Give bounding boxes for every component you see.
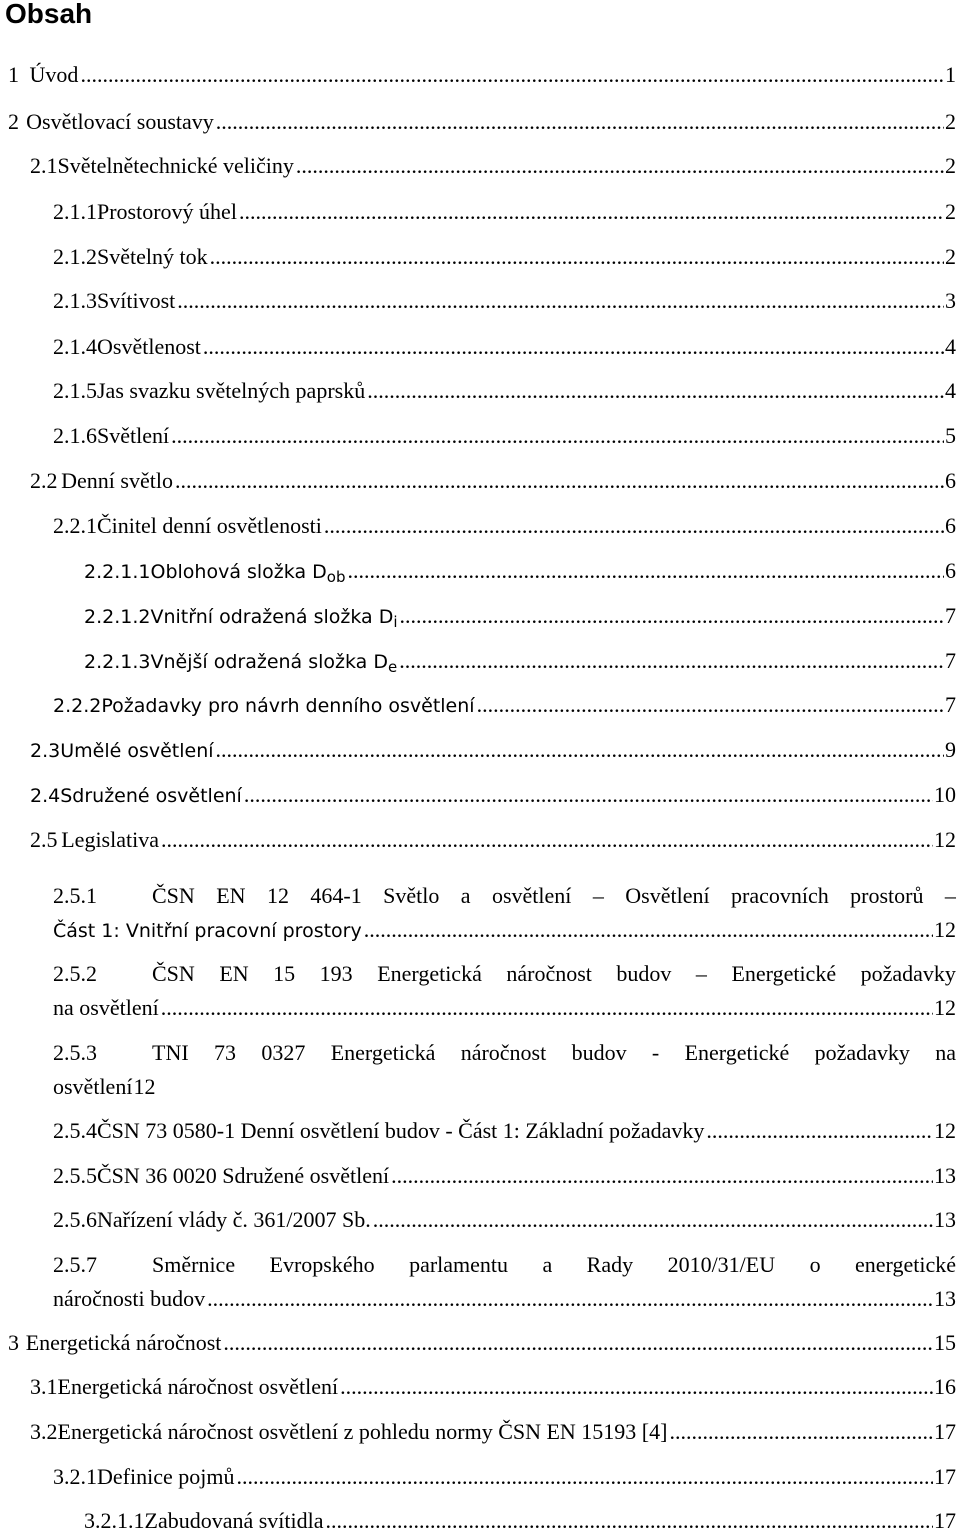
title-word: osvětlení — [491, 883, 572, 908]
toc-entry-page: 16 — [934, 1374, 956, 1399]
toc-entry-number: 2.5 — [30, 827, 58, 852]
toc-entry-number: 2.4 — [30, 785, 61, 807]
toc-entry-title-line2: Část 1: Vnitřní pracovní prostory — [53, 920, 362, 942]
toc-entry-2-2-1-1[interactable] — [84, 555, 956, 587]
dot-leader — [399, 645, 944, 677]
dot-leader — [161, 992, 933, 1024]
toc-entry-title: Zabudovaná svítidla — [144, 1508, 324, 1533]
toc-entry-page: 2 — [945, 199, 956, 224]
dot-leader — [175, 465, 944, 497]
title-word: – — [592, 883, 604, 908]
dot-leader — [244, 779, 933, 811]
toc-entry-title-line2: osvětlení — [53, 1074, 133, 1099]
title-word: EN — [216, 883, 246, 908]
toc-entry-number: 3.2.1.1 — [84, 1508, 145, 1533]
toc-entry-2-1-6[interactable] — [53, 420, 956, 452]
title-word: Osvětlení — [625, 883, 710, 908]
dot-leader — [706, 1115, 933, 1147]
toc-entry-title-text: Vnější odražená složka D — [150, 651, 388, 673]
toc-entry-2-1-4[interactable] — [53, 331, 956, 363]
dot-leader — [373, 1204, 933, 1236]
title-word: 12 — [266, 883, 289, 908]
toc-entry-number: 2.5.5 — [53, 1163, 97, 1188]
toc-entry-number: 2 — [8, 109, 19, 134]
toc-entry-title: Osvětlovací soustavy — [26, 109, 214, 134]
toc-entry-page: 7 — [945, 603, 956, 628]
toc-entry-number: 2.5.4 — [53, 1118, 97, 1143]
toc-entry-2-5-3[interactable] — [53, 1037, 956, 1103]
dot-leader — [161, 824, 933, 856]
title-word: pracovních — [731, 883, 829, 908]
toc-entry-page: 17 — [934, 1508, 956, 1533]
title-word: 0327 — [261, 1040, 306, 1065]
title-word: - — [651, 1040, 660, 1065]
toc-entry-number: 2.2 — [30, 468, 58, 493]
toc-entry-title: ČSN 73 0580-1 Denní osvětlení budov - Část 1: Základní požadavky — [97, 1118, 705, 1143]
toc-entry-2-2-1[interactable] — [53, 510, 956, 542]
toc-entry-title: Denní světlo — [61, 468, 173, 493]
toc-entry-number: 2.2.2 — [53, 695, 102, 717]
toc-entry-number: 2.2.1.2 — [84, 606, 151, 628]
toc-entry-3-2[interactable] — [30, 1416, 956, 1448]
dot-leader — [216, 106, 944, 138]
toc-entry-title: Světelný tok — [97, 244, 208, 269]
toc-entry-subscript: ob — [326, 568, 346, 586]
toc-entry-page: 15 — [934, 1330, 956, 1355]
toc-entry-title: Svítivost — [97, 288, 176, 313]
dot-leader — [347, 555, 944, 587]
toc-entry-title: Legislativa — [61, 827, 159, 852]
title-word: a — [542, 1252, 553, 1277]
toc-entry-page: 7 — [945, 692, 956, 717]
toc-entry-number: 2.5.6 — [53, 1207, 97, 1232]
toc-entry-title: Činitel denní osvětlenosti — [97, 513, 322, 538]
dot-leader — [177, 285, 944, 317]
dot-leader — [296, 150, 944, 182]
toc-entry-title: Nařízení vlády č. 361/2007 Sb. — [97, 1207, 371, 1232]
dot-leader — [203, 331, 944, 363]
toc-entry-number: 1 — [8, 62, 19, 87]
toc-entry-subscript: i — [393, 613, 398, 631]
title-word: EN — [219, 961, 249, 986]
title-word: energetické — [855, 1252, 956, 1277]
toc-entry-page: 12 — [934, 827, 956, 852]
title-word: požadavky — [860, 961, 956, 986]
toc-entry-2-2-1-3[interactable] — [84, 645, 956, 677]
toc-entry-page: 13 — [934, 1163, 956, 1188]
toc-entry-2-2-1-2[interactable] — [84, 600, 956, 632]
dot-leader — [669, 1416, 933, 1448]
title-word: Směrnice — [152, 1252, 236, 1277]
toc-entry-title: Světelnětechnické veličiny — [57, 153, 294, 178]
toc-entry-2-1-5[interactable] — [53, 375, 956, 407]
toc-entry-2-1-2[interactable] — [53, 241, 956, 273]
toc-entry-title-text: Vnitřní odražená složka D — [150, 606, 394, 628]
toc-entry-number: 2.5.3 — [53, 1040, 97, 1065]
title-word: požadavky — [814, 1040, 910, 1065]
title-word: 193 — [319, 961, 353, 986]
toc-entry-number: 2.3 — [30, 740, 61, 762]
toc-entry-3[interactable] — [8, 1327, 956, 1359]
title-word: Energetická — [330, 1040, 436, 1065]
toc-entry-page: 17 — [934, 1464, 956, 1489]
toc-entry-number: 2.2.1 — [53, 513, 97, 538]
toc-entry-3-2-1[interactable] — [53, 1461, 956, 1493]
dot-leader — [340, 1371, 933, 1403]
toc-entry-2-1[interactable] — [30, 150, 956, 182]
toc-entry-page: 13 — [934, 1286, 956, 1311]
toc-entry-title-line1 — [152, 1037, 956, 1069]
dot-leader — [367, 375, 944, 407]
title-word: budov — [616, 961, 672, 986]
toc-entry-subscript: e — [388, 658, 398, 676]
toc-entry-page: 12 — [934, 995, 956, 1020]
toc-entry-3-2-1-1[interactable] — [84, 1505, 956, 1537]
toc-entry-number: 3.2.1 — [53, 1464, 97, 1489]
toc-entry-2-5-6[interactable] — [53, 1204, 956, 1236]
dot-leader — [171, 420, 944, 452]
title-word: 464-1 — [310, 883, 362, 908]
title-word: Evropského — [269, 1252, 375, 1277]
toc-entry-page: 2 — [945, 244, 956, 269]
toc-entry-number: 2.1.4 — [53, 334, 97, 359]
toc-entry-page: 12 — [934, 1118, 956, 1143]
toc-entry-title-line2: na osvětlení — [53, 995, 159, 1020]
toc-entry-2-2[interactable] — [30, 465, 956, 497]
toc-entry-page: 6 — [945, 468, 956, 493]
dot-leader — [236, 1461, 933, 1493]
toc-entry-number: 2.2.1.3 — [84, 651, 151, 673]
title-word: 73 — [214, 1040, 236, 1065]
dot-leader — [326, 1505, 933, 1537]
toc-entry-number: 3.1 — [30, 1374, 58, 1399]
toc-entry-title: Definice pojmů — [97, 1464, 235, 1489]
toc-entry-title-text: Oblohová složka D — [150, 561, 327, 583]
toc-entry-page: 2 — [945, 153, 956, 178]
toc-entry-title: Jas svazku světelných paprsků — [97, 378, 366, 403]
toc-entry-page: 10 — [934, 782, 956, 807]
title-word: – — [695, 961, 707, 986]
toc-entry-title: Osvětlenost — [97, 334, 201, 359]
title-word: Energetické — [731, 961, 837, 986]
toc-entry-title: Prostorový úhel — [97, 199, 237, 224]
dot-leader — [239, 196, 944, 228]
toc-entry-number: 2.5.1 — [53, 883, 97, 908]
title-word: ČSN — [152, 883, 195, 908]
toc-entry-2-2-2[interactable] — [53, 689, 956, 721]
toc-entry-title — [150, 556, 345, 593]
toc-entry-page: 17 — [934, 1419, 956, 1444]
toc-entry-title: Sdružené osvětlení — [60, 785, 242, 807]
toc-entry-page: 6 — [945, 513, 956, 538]
title-word: Energetická — [377, 961, 482, 986]
dot-leader — [391, 1160, 933, 1192]
title-word: prostorů — [850, 883, 924, 908]
toc-entry-title: Požadavky pro návrh denního osvětlení — [101, 695, 475, 717]
title-word: o — [809, 1252, 821, 1277]
toc-entry-2-5-4[interactable] — [53, 1115, 956, 1147]
toc-entry-page: 5 — [945, 423, 956, 448]
title-word: – — [944, 883, 956, 908]
title-word: Energetické — [684, 1040, 790, 1065]
toc-entry-page: 4 — [945, 378, 956, 403]
title-word: na — [935, 1040, 956, 1065]
toc-entry-number: 2.1 — [30, 153, 58, 178]
toc-entry-page: 6 — [945, 558, 956, 583]
toc-entry-2-4[interactable] — [30, 779, 956, 811]
title-word: budov — [571, 1040, 627, 1065]
toc-entry-number: 2.5.7 — [53, 1252, 97, 1277]
toc-entry-1[interactable] — [8, 59, 956, 91]
toc-entry-2-5-5[interactable] — [53, 1160, 956, 1192]
toc-entry-page: 3 — [945, 288, 956, 313]
toc-entry-2-1-1[interactable] — [53, 196, 956, 228]
toc-entry-page: 1 — [945, 62, 956, 87]
toc-entry-number: 2.5.2 — [53, 961, 97, 986]
toc-entry-title-line1 — [152, 880, 956, 912]
toc-entry-title-line1 — [152, 958, 956, 990]
title-word: TNI — [152, 1040, 189, 1065]
toc-entry-page: 12 — [133, 1074, 156, 1099]
toc-entry-page: 2 — [945, 109, 956, 134]
dot-leader — [207, 1283, 933, 1315]
dot-leader — [324, 510, 944, 542]
toc-entry-2-5-2[interactable] — [53, 958, 956, 1024]
toc-entry-title: Energetická náročnost osvětlení z pohledu normy ČSN EN 15193 [4] — [57, 1419, 668, 1444]
title-word: a — [460, 883, 471, 908]
toc-entry-page: 4 — [945, 334, 956, 359]
title-word: 15 — [273, 961, 296, 986]
toc-entry-title: Energetická náročnost osvětlení — [57, 1374, 339, 1399]
toc-entry-2-5-1[interactable] — [53, 880, 956, 946]
title-word: parlamentu — [409, 1252, 509, 1277]
toc-entry-2[interactable] — [8, 106, 956, 138]
toc-entry-number: 3 — [8, 1330, 19, 1355]
dot-leader — [210, 241, 944, 273]
toc-entry-title-line1 — [152, 1249, 956, 1281]
toc-entry-2-5[interactable] — [30, 824, 956, 856]
toc-entry-number: 2.1.1 — [53, 199, 97, 224]
toc-entry-page: 13 — [934, 1207, 956, 1232]
toc-entry-title — [150, 646, 397, 683]
toc-heading: Obsah — [5, 0, 93, 29]
toc-entry-number: 3.2 — [30, 1419, 58, 1444]
toc-entry-number: 2.1.3 — [53, 288, 97, 313]
toc-entry-page: 12 — [934, 917, 956, 942]
toc-entry-page: 9 — [945, 737, 956, 762]
toc-entry-number: 2.1.6 — [53, 423, 97, 448]
toc-entry-title-line2: náročnosti budov — [53, 1286, 206, 1311]
title-word: Rady — [586, 1252, 634, 1277]
dot-leader — [400, 600, 944, 632]
toc-entry-number: 2.1.5 — [53, 378, 97, 403]
dot-leader — [223, 1327, 933, 1359]
toc-entry-2-1-3[interactable] — [53, 285, 956, 317]
toc-entry-title: Světlení — [97, 423, 170, 448]
toc-entry-title: Umělé osvětlení — [60, 740, 214, 762]
toc-entry-number: 2.2.1.1 — [84, 561, 151, 583]
title-word: Světlo — [383, 883, 440, 908]
title-word: 2010/31/EU — [667, 1252, 776, 1277]
title-word: ČSN — [152, 961, 195, 986]
toc-entry-2-3[interactable] — [30, 734, 956, 766]
dot-leader — [364, 914, 933, 946]
dot-leader — [477, 689, 944, 721]
dot-leader — [80, 59, 944, 91]
toc-entry-title — [150, 601, 397, 638]
toc-entry-title: ČSN 36 0020 Sdružené osvětlení — [97, 1163, 390, 1188]
dot-leader — [216, 734, 944, 766]
toc-entry-2-5-7[interactable] — [53, 1249, 956, 1315]
toc-entry-3-1[interactable] — [30, 1371, 956, 1403]
toc-entry-title: Úvod — [29, 62, 79, 87]
toc-entry-title: Energetická náročnost — [25, 1330, 222, 1355]
title-word: náročnost — [460, 1040, 547, 1065]
toc-entry-page: 7 — [945, 648, 956, 673]
toc-entry-number: 2.1.2 — [53, 244, 97, 269]
title-word: náročnost — [506, 961, 592, 986]
